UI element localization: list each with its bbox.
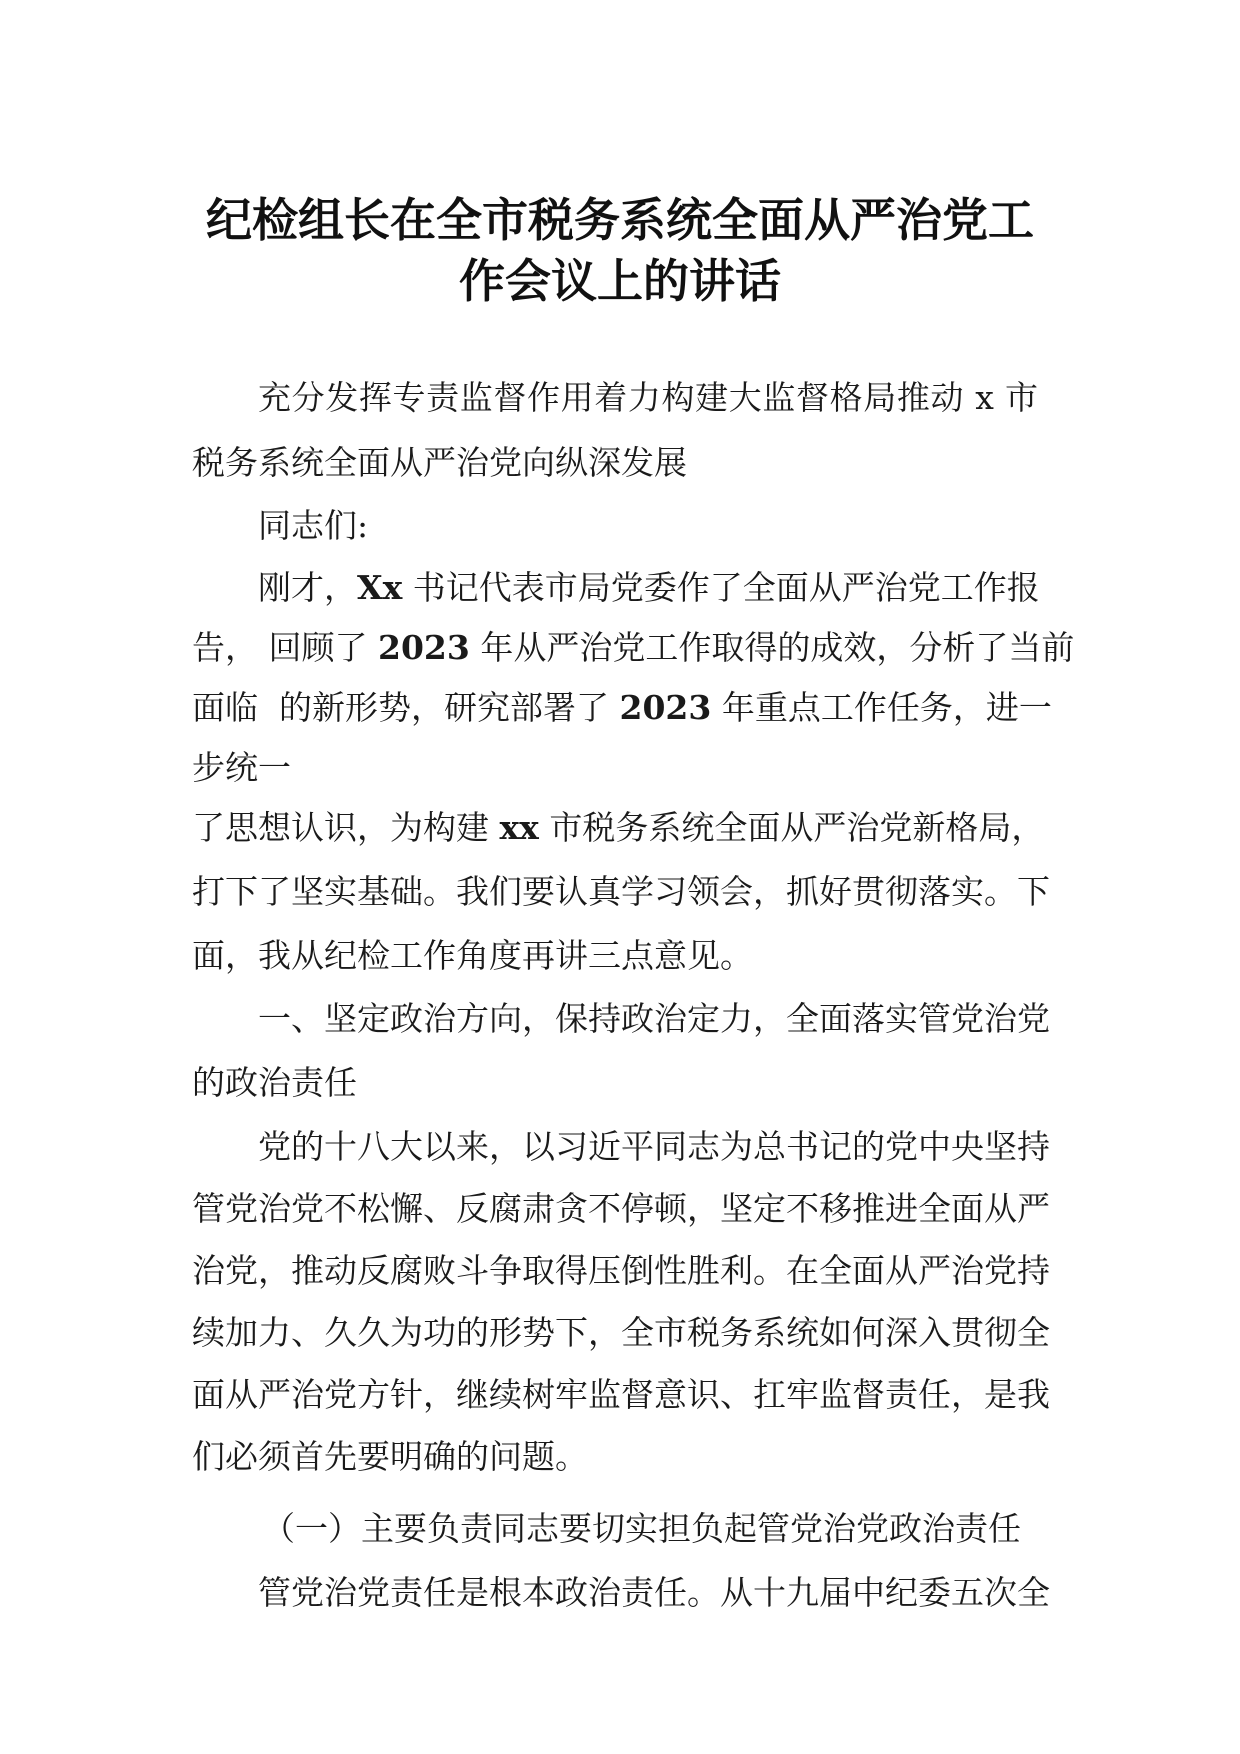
paragraph-2-line-3: 治党，推动反腐败斗争取得压倒性胜利。在全面从严治党持 bbox=[192, 1251, 1050, 1290]
salutation: 同志们: bbox=[258, 506, 369, 545]
paragraph-1-line-4: 步统一 bbox=[192, 748, 291, 787]
p1-text-a: 刚才， bbox=[258, 568, 357, 607]
p1-l5-city-xx: xx bbox=[499, 808, 539, 847]
paragraph-2-line-6: 们必须首先要明确的问题。 bbox=[192, 1437, 588, 1476]
section-1-heading-line-1: 一、坚定政治方向，保持政治定力，全面落实管党治党 bbox=[258, 999, 1050, 1038]
document-title-line-1: 纪检组长在全市税务系统全面从严治党工 bbox=[206, 193, 1034, 247]
paragraph-1-line-3 bbox=[192, 682, 1052, 729]
p1-text-c: 书记代表市局党委作了全面从严治党工作报 bbox=[402, 568, 1040, 607]
paragraph-1-line-1 bbox=[258, 562, 1040, 609]
p1-l2-year: 2023 bbox=[377, 628, 470, 667]
paragraph-1-line-7: 面，我从纪检工作角度再讲三点意见。 bbox=[192, 936, 753, 975]
section-1-heading-line-2: 的政治责任 bbox=[192, 1063, 357, 1102]
p1-l3-text-a: 面临 的新形势，研究部署了 bbox=[192, 688, 620, 727]
paragraph-2-line-1: 党的十八大以来，以习近平同志为总书记的党中央坚持 bbox=[258, 1127, 1050, 1166]
p1-name-xx: Xx bbox=[357, 568, 403, 607]
subtitle-line-2: 税务系统全面从严治党向纵深发展 bbox=[192, 443, 687, 482]
p1-l5-text-c: 市税务系统全面从严治党新格局， bbox=[538, 808, 1045, 847]
paragraph-1-line-2 bbox=[192, 622, 1074, 669]
paragraph-2-line-5: 面从严治党方针，继续树牢监督意识、扛牢监督责任，是我 bbox=[192, 1375, 1050, 1414]
paragraph-2-line-2: 管党治党不松懈、反腐肃贪不停顿，坚定不移推进全面从严 bbox=[192, 1189, 1050, 1228]
paragraph-1-line-5 bbox=[192, 802, 1044, 849]
p1-l2-text-c: 年从严治党工作取得的成效，分析了当前 bbox=[469, 628, 1075, 667]
subsection-1-heading: （一）主要负责同志要切实担负起管党治党政治责任 bbox=[262, 1509, 1021, 1548]
p1-l3-text-c: 年重点工作任务，进一 bbox=[711, 688, 1052, 727]
paragraph-2-line-4: 续加力、久久为功的形势下，全市税务系统如何深入贯彻全 bbox=[192, 1313, 1050, 1352]
paragraph-1-line-6: 打下了坚实基础。我们要认真学习领会，抓好贯彻落实。下 bbox=[192, 872, 1050, 911]
p1-l2-text-a: 告， 回顾了 bbox=[192, 628, 378, 667]
paragraph-3-line-1: 管党治党责任是根本政治责任。从十九届中纪委五次全 bbox=[258, 1573, 1050, 1612]
p1-l5-text-a: 了思想认识，为构建 bbox=[192, 808, 500, 847]
subtitle-line-1: 充分发挥专责监督作用着力构建大监督格局推动 x 市 bbox=[258, 378, 1038, 417]
document-title-line-2: 作会议上的讲话 bbox=[459, 254, 781, 308]
p1-l3-year: 2023 bbox=[619, 688, 712, 727]
